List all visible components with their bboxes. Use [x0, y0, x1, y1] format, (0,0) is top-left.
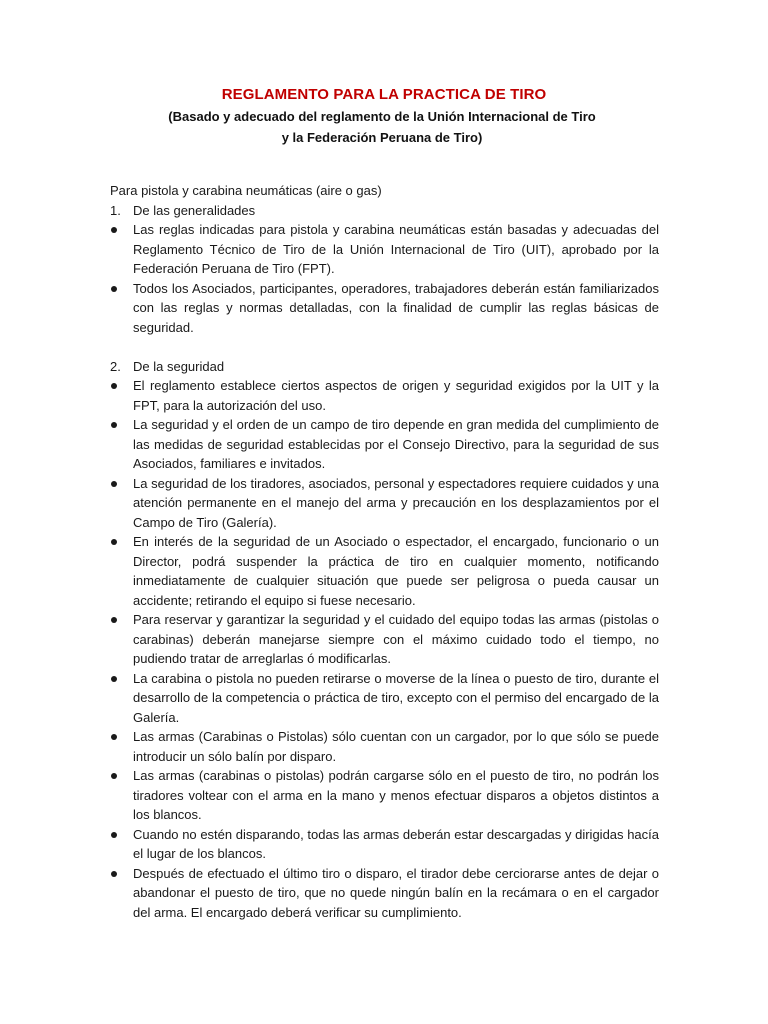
bullet-icon — [110, 279, 133, 338]
list-item — [110, 766, 659, 825]
list-item — [110, 279, 659, 338]
document-body — [110, 181, 659, 922]
list-item — [110, 376, 659, 415]
list-item — [110, 727, 659, 766]
list-item-text: Después de efectuado el último tiro o disparo, el tirador debe cerciorarse antes de dejar o abandonar el puesto de tiro, que no quede ningún balín en la recámara o en el cargador del arma. El encargado deberá verificar su cumplimiento. — [133, 865, 659, 920]
list-item — [110, 610, 659, 669]
bullet-icon — [110, 610, 133, 669]
bullet-icon — [110, 532, 133, 610]
list-item-text: En interés de la seguridad de un Asociado o espectador, el encargado, funcionario o un Director, podrá suspender la práctica de tiro en cualquier momento, notificando inmediatamente de cualquier situación que puede ser peligrosa o pueda causar un accidente; retirando el equipo si fuese necesario. — [133, 534, 659, 608]
list-item-text: Cuando no estén disparando, todas las armas deberán estar descargadas y dirigidas hacía el lugar de los blancos. — [133, 826, 659, 861]
list-item-text: Las armas (Carabinas o Pistolas) sólo cuentan con un cargador, por lo que sólo se puede introducir un sólo balín por disparo. — [133, 729, 659, 764]
bullet-icon — [110, 727, 133, 766]
list-item-text: Para reservar y garantizar la seguridad y el cuidado del equipo todas las armas (pistolas o carabinas) deberán manejarse siempre con el máximo cuidado todo el tiempo, no pudiendo tratar de arreglarlas ó modificarlas. — [133, 612, 659, 666]
document-subtitle-line1: (Basado y adecuado del reglamento de la Unión Internacional de Tiro — [168, 109, 596, 124]
list-item-text: La carabina o pistola no pueden retirarse o moverse de la línea o puesto de tiro, durante el desarrollo de la competencia o práctica de tiro, excepto con el permiso del encargado de la Galería. — [133, 670, 659, 725]
list-item — [110, 532, 659, 610]
section-number: 1. — [110, 202, 121, 218]
bullet-icon — [110, 376, 133, 415]
intro-line: Para pistola y carabina neumáticas (aire o gas) — [110, 183, 382, 198]
list-item-text: El reglamento establece ciertos aspectos de origen y seguridad exigidos por la UIT y la FPT, para la autorización del uso. — [133, 378, 659, 413]
section-heading — [110, 201, 659, 221]
section-heading — [110, 357, 659, 377]
bullet-icon — [110, 474, 133, 533]
bullet-icon — [110, 864, 133, 923]
bullet-icon — [110, 415, 133, 474]
list-item — [110, 415, 659, 474]
list-item — [110, 825, 659, 864]
list-item — [110, 864, 659, 923]
bullet-icon — [110, 766, 133, 825]
document-subtitle-line2: y la Federación Peruana de Tiro) — [281, 130, 483, 145]
section-title: De las generalidades — [133, 202, 256, 218]
section-number: 2. — [110, 358, 121, 374]
document-title: REGLAMENTO PARA LA PRACTICA DE TIRO — [221, 86, 547, 103]
spacer — [110, 337, 659, 357]
list-item-text: La seguridad de los tiradores, asociados, personal y espectadores requiere cuidados y una atención permanente en el manejo del arma y precaución en los desplazamientos por el Campo de Tiro (Galería). — [133, 475, 659, 530]
bullet-icon — [110, 825, 133, 864]
list-item-text: La seguridad y el orden de un campo de tiro depende en gran medida del cumplimiento de las medidas de seguridad establecidas por el Consejo Directivo, para la seguridad de sus Asociados, familiares e invitados. — [133, 417, 659, 471]
list-item — [110, 474, 659, 533]
list-item — [110, 669, 659, 728]
bullet-icon — [110, 220, 133, 279]
list-item-text: Las reglas indicadas para pistola y carabina neumáticas están basadas y adecuadas del Reglamento Técnico de Tiro de la Unión Internacional de Tiro (UIT), aprobado por la Federación Peruana de Tiro (FPT). — [133, 222, 659, 276]
bullet-icon — [110, 669, 133, 728]
list-item — [110, 220, 659, 279]
section-title: De la seguridad — [133, 358, 225, 374]
list-item-text: Todos los Asociados, participantes, operadores, trabajadores deberán están familiarizados con las reglas y normas detalladas, con la finalidad de cumplir las reglas básicas de seguridad. — [133, 280, 659, 335]
list-item-text: Las armas (carabinas o pistolas) podrán cargarse sólo en el puesto de tiro, no podrán los tiradores voltear con el arma en la mano y menos efectuar disparos a objetos distintos a los blancos. — [133, 768, 659, 822]
